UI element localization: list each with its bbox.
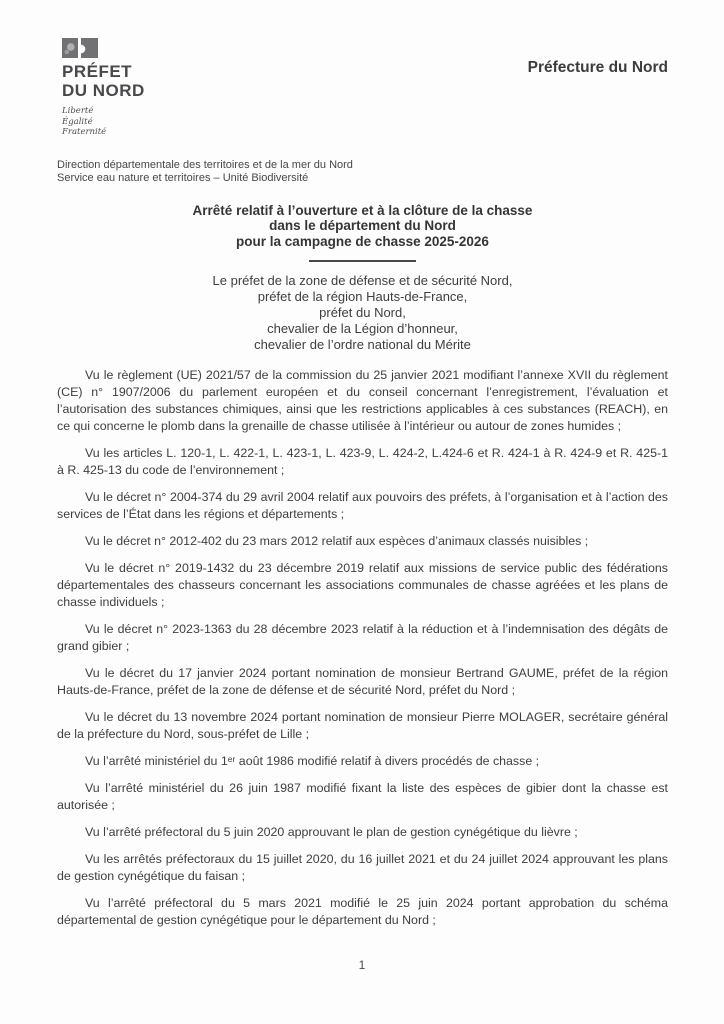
authority-line-2: préfet de la région Hauts-de-France,	[257, 288, 468, 304]
title-line-1: Arrêté relatif à l’ouverture et à la clôture de la chasse	[192, 202, 533, 218]
logo-line-2: DU NORD	[62, 81, 145, 100]
page-header	[57, 38, 668, 138]
body-paragraph: Vu l’arrêté préfectoral du 5 mars 2021 modifié le 25 juin 2024 portant approbation du schéma départemental de gestion cynégétique pour le département du Nord ;	[57, 895, 668, 927]
title-line-3: pour la campagne de chasse 2025-2026	[236, 234, 489, 250]
french-republic-flag-icon	[62, 38, 145, 58]
body-paragraph: Vu le décret n° 2004-374 du 29 avril 2004 relatif aux pouvoirs des préfets, à l’organisation et à l’action des services de l’État dans les régions et départements ;	[57, 489, 668, 521]
issuing-service	[57, 159, 668, 186]
logo-line-1: PRÉFET	[62, 62, 133, 81]
authority-line-3: préfet du Nord,	[319, 304, 406, 320]
motto-egalite: Égalité	[62, 116, 93, 127]
body-paragraph: Vu les articles L. 120-1, L. 422-1, L. 423-1, L. 423-9, L. 424-2, L.424-6 et R. 424-1 à R. 424-9 et R. 425-1 à R. 425-13 du code de l’environnement ;	[57, 445, 668, 477]
title-separator-line	[309, 260, 416, 262]
flag-left-panel	[62, 38, 78, 58]
service-line-2: Service eau nature et territoires – Unité Biodiversité	[57, 172, 309, 184]
body-paragraph: Vu le décret du 17 janvier 2024 portant nomination de monsieur Bertrand GAUME, préfet de la région Hauts-de-France, préfet de la zone de défense et de sécurité Nord, préfet du Nord ;	[57, 665, 668, 697]
authority-line-4: chevalier de la Légion d’honneur,	[267, 320, 458, 336]
body-paragraph: Vu le décret n° 2019-1432 du 23 décembre 2019 relatif aux missions de service public des fédérations départementales des chasseurs concernant les associations communales de chasse agréées et les plans de chasse individuels ;	[57, 560, 668, 609]
service-line-1: Direction départementale des territoires et de la mer du Nord	[57, 158, 353, 171]
body-paragraph: Vu les arrêtés préfectoraux du 15 juillet 2020, du 16 juillet 2021 et du 24 juillet 2024 approuvant les plans de gestion cynégétique du faisan ;	[57, 851, 668, 883]
prefecture-corner-title: Préfecture du Nord	[527, 59, 668, 76]
body-paragraph: Vu le règlement (UE) 2021/57 de la commission du 25 janvier 2021 modifiant l’annexe XVII du règlement (CE) n° 1907/2006 du parlement européen et du conseil concernant l’enregistrement, l’évaluation et l’autorisation des substances chimiques, ainsi que les restrictions applicables à ces substances (REACH), en ce qui concerne le plomb dans la grenaille de chasse utilisée à l’intérieur ou autour de zones humides ;	[57, 367, 668, 433]
body-paragraph: Vu l’arrêté ministériel du 26 juin 1987 modifié fixant la liste des espèces de gibier dont la chasse est autorisée ;	[57, 780, 668, 812]
document-title	[57, 203, 668, 250]
body-paragraph: Vu le décret n° 2012-402 du 23 mars 2012 relatif aux espèces d’animaux classés nuisibles ;	[85, 533, 589, 548]
authority-line-1: Le préfet de la zone de défense et de sécurité Nord,	[212, 272, 513, 288]
logo-wordmark	[62, 62, 145, 100]
republic-motto	[62, 106, 145, 138]
flag-right-panel	[81, 38, 98, 58]
prefet-logo-block	[62, 38, 145, 138]
authority-line-5: chevalier de l’ordre national du Mérite	[254, 336, 471, 352]
page-number: 1	[358, 958, 366, 972]
title-line-2: dans le département du Nord	[269, 218, 456, 234]
body-paragraph: Vu l’arrêté ministériel du 1ᵉʳ août 1986 modifié relatif à divers procédés de chasse ;	[85, 753, 540, 768]
motto-liberte: Liberté	[62, 106, 94, 116]
authority-block	[57, 273, 668, 353]
body-paragraph: Vu l’arrêté préfectoral du 5 juin 2020 approuvant le plan de gestion cynégétique du lièvre ;	[85, 824, 578, 839]
motto-fraternite: Fraternité	[62, 127, 107, 137]
document-body	[57, 367, 668, 929]
body-paragraph: Vu le décret n° 2023-1363 du 28 décembre 2023 relatif à la réduction et à l’indemnisation des dégâts de grand gibier ;	[57, 621, 668, 653]
body-paragraph: Vu le décret du 13 novembre 2024 portant nomination de monsieur Pierre MOLAGER, secrétaire général de la préfecture du Nord, sous-préfet de Lille ;	[57, 709, 668, 741]
